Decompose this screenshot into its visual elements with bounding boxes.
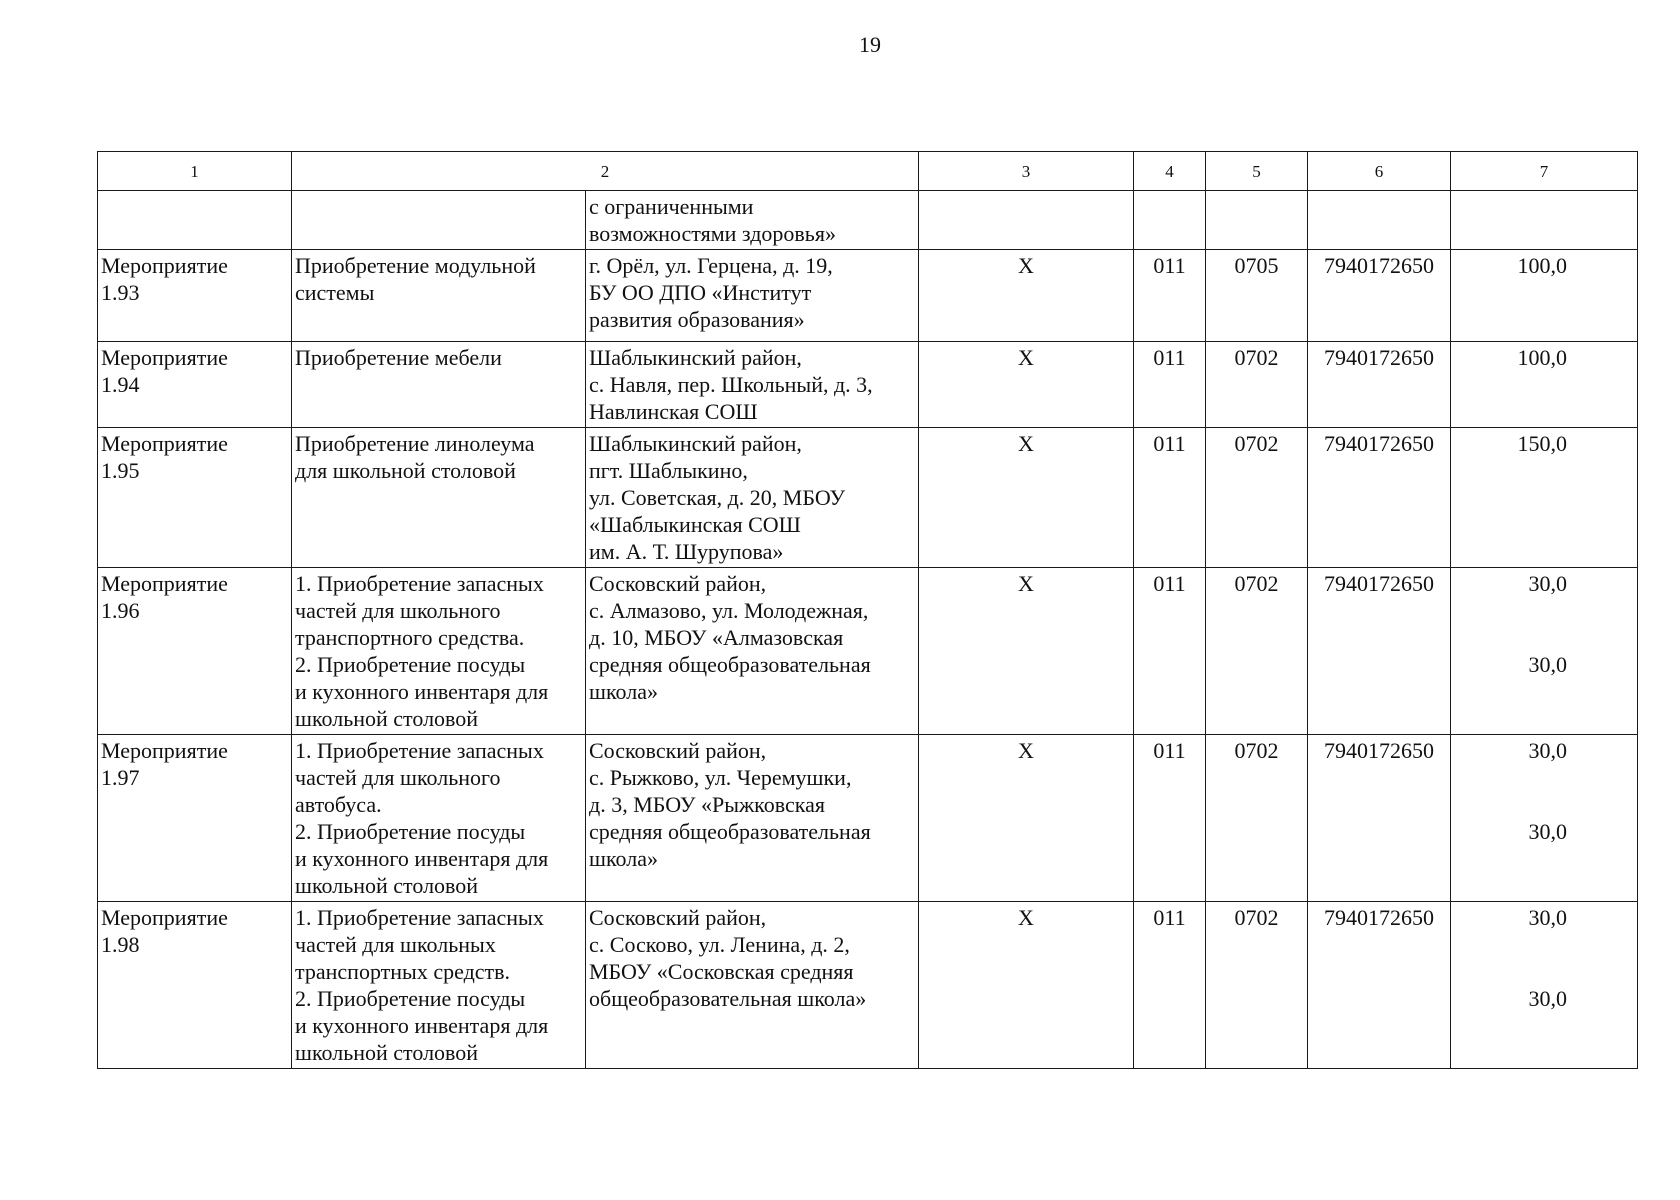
amount-cell: 30,0 30,0	[1451, 568, 1638, 735]
description-cell: 1. Приобретение запасных частей для школьного автобуса. 2. Приобретение посуды и кухонного инвентаря для школьной столовой	[292, 735, 586, 902]
col6-cell: 7940172650	[1308, 428, 1451, 568]
col4-cell: 011	[1134, 902, 1206, 1069]
address-cell: Сосковский район, с. Сосково, ул. Ленина, д. 2, МБОУ «Сосковская средняя общеобразовательная школа»	[586, 902, 919, 1069]
event-cell: Мероприятие 1.94	[98, 342, 292, 428]
col5-cell: 0705	[1206, 250, 1308, 342]
table-row	[98, 250, 1638, 342]
table-row	[98, 428, 1638, 568]
header-cell: 1	[98, 152, 292, 191]
event-cell: Мероприятие 1.98	[98, 902, 292, 1069]
col4-cell: 011	[1134, 428, 1206, 568]
table-row	[98, 568, 1638, 735]
col6-cell: 7940172650	[1308, 735, 1451, 902]
header-row	[98, 152, 1638, 191]
col3-cell: Х	[919, 568, 1134, 735]
col6-cell: 7940172650	[1308, 902, 1451, 1069]
budget-table	[97, 151, 1638, 1069]
amount-cell: 30,0 30,0	[1451, 735, 1638, 902]
header-cell: 7	[1451, 152, 1638, 191]
description-cell: 1. Приобретение запасных частей для школьного транспортного средства. 2. Приобретение посуды и кухонного инвентаря для школьной столовой	[292, 568, 586, 735]
table-row	[98, 342, 1638, 428]
table-row	[98, 735, 1638, 902]
col6-cell: 7940172650	[1308, 250, 1451, 342]
header-cell: 4	[1134, 152, 1206, 191]
address-cell: Сосковский район, с. Рыжково, ул. Черемушки, д. 3, МБОУ «Рыжковская средняя общеобразовательная школа»	[586, 735, 919, 902]
col3-cell: Х	[919, 342, 1134, 428]
col3-cell: Х	[919, 735, 1134, 902]
col5-cell: 0702	[1206, 342, 1308, 428]
col3-cell: Х	[919, 250, 1134, 342]
col3-cell: Х	[919, 428, 1134, 568]
amount-cell: 150,0	[1451, 428, 1638, 568]
event-cell: Мероприятие 1.95	[98, 428, 292, 568]
address-cell: Шаблыкинский район, с. Навля, пер. Школьный, д. 3, Навлинская СОШ	[586, 342, 919, 428]
amount-cell: 30,0 30,0	[1451, 902, 1638, 1069]
header-cell: 5	[1206, 152, 1308, 191]
event-cell: Мероприятие 1.97	[98, 735, 292, 902]
address-cell: с ограниченными возможностями здоровья»	[586, 191, 919, 250]
address-cell: г. Орёл, ул. Герцена, д. 19, БУ ОО ДПО «Институт развития образования»	[586, 250, 919, 342]
header-cell: 6	[1308, 152, 1451, 191]
description-cell: Приобретение модульной системы	[292, 250, 586, 342]
header-cell: 3	[919, 152, 1134, 191]
table-row	[98, 902, 1638, 1069]
col5-cell: 0702	[1206, 428, 1308, 568]
col4-cell: 011	[1134, 342, 1206, 428]
col4-cell: 011	[1134, 250, 1206, 342]
col5-cell: 0702	[1206, 568, 1308, 735]
amount-cell: 100,0	[1451, 342, 1638, 428]
col5-cell: 0702	[1206, 902, 1308, 1069]
page-number: 19	[859, 32, 881, 57]
col6-cell: 7940172650	[1308, 568, 1451, 735]
description-cell: 1. Приобретение запасных частей для школьных транспортных средств. 2. Приобретение посуды и кухонного инвентаря для школьной столовой	[292, 902, 586, 1069]
header-cell: 2	[292, 152, 919, 191]
event-cell: Мероприятие 1.96	[98, 568, 292, 735]
col5-cell: 0702	[1206, 735, 1308, 902]
description-cell: Приобретение линолеума для школьной столовой	[292, 428, 586, 568]
amount-cell: 100,0	[1451, 250, 1638, 342]
col4-cell: 011	[1134, 568, 1206, 735]
col4-cell: 011	[1134, 735, 1206, 902]
col6-cell: 7940172650	[1308, 342, 1451, 428]
continuation-row	[98, 191, 1638, 250]
event-cell: Мероприятие 1.93	[98, 250, 292, 342]
col3-cell: Х	[919, 902, 1134, 1069]
address-cell: Шаблыкинский район, пгт. Шаблыкино, ул. Советская, д. 20, МБОУ «Шаблыкинская СОШ им. А. Т. Шурупова»	[586, 428, 919, 568]
description-cell: Приобретение мебели	[292, 342, 586, 428]
address-cell: Сосковский район, с. Алмазово, ул. Молодежная, д. 10, МБОУ «Алмазовская средняя общеобразовательная школа»	[586, 568, 919, 735]
